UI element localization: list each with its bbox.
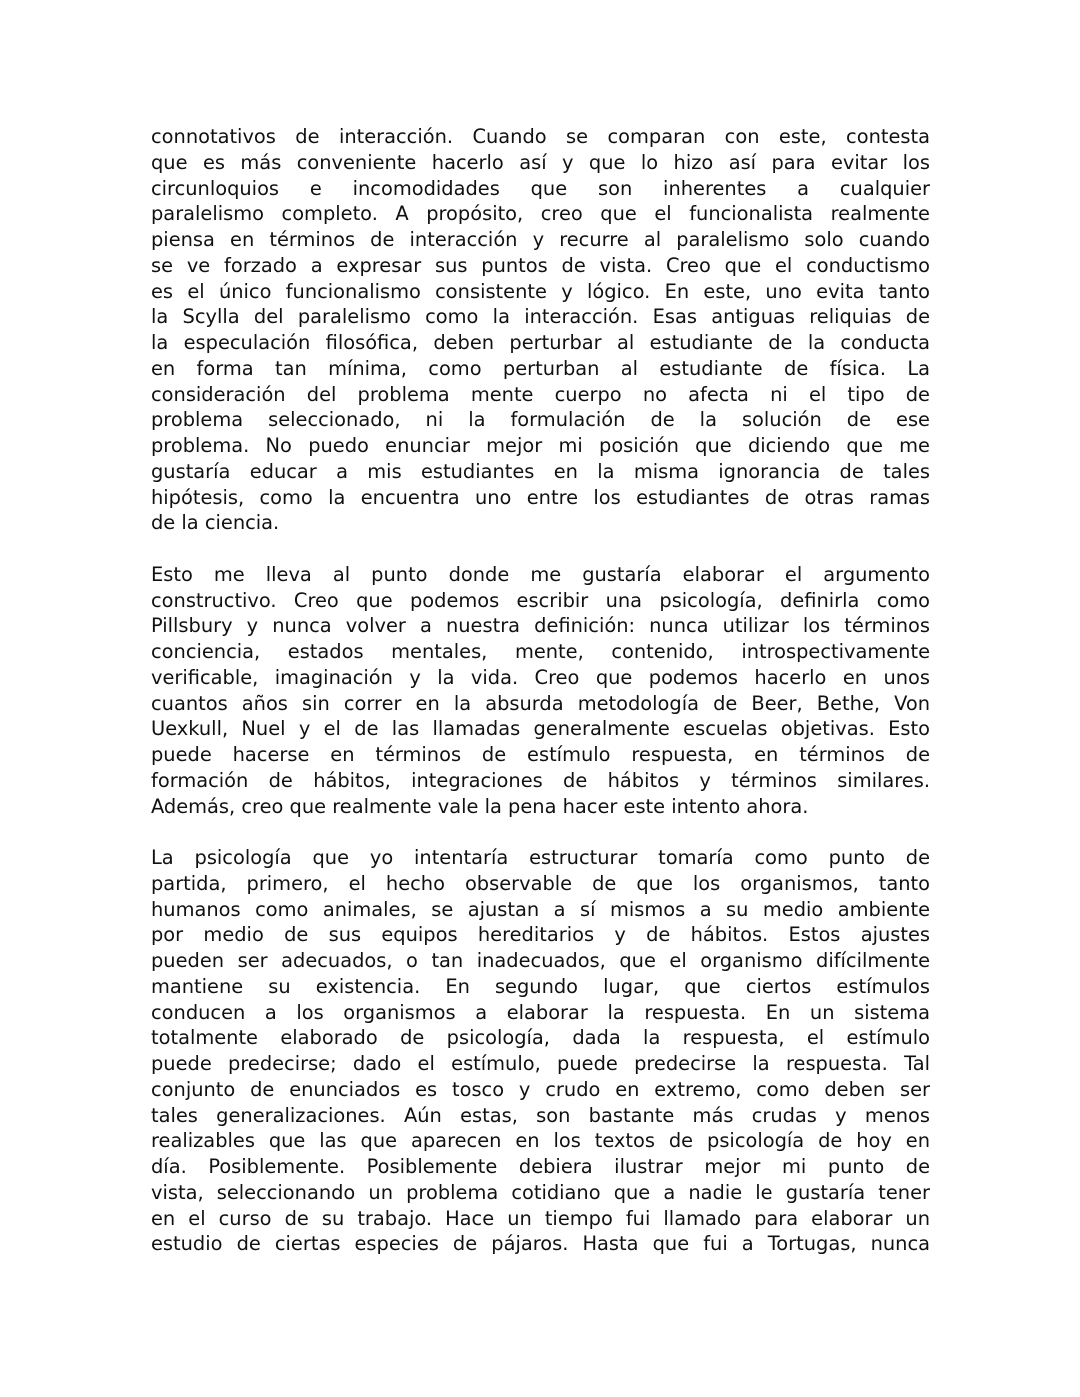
text-line: de la ciencia. [151,511,280,535]
text-line: puede predecirse; dado el estímulo, puede predecirse la respuesta. Tal [151,1052,930,1075]
text-line: día. Posiblemente. Posiblemente debiera ilustrar mejor mi punto de [151,1155,930,1178]
text-line: conducen a los organismos a elaborar la respuesta. En un sistema [151,1000,930,1024]
text-line: Pillsbury y nunca volver a nuestra definición: nunca utilizar los términos [151,614,930,638]
text-line: formación de hábitos, integraciones de hábitos y términos similares. [151,768,930,792]
text-line: partida, primero, el hecho observable de que los organismos, tanto [151,871,930,895]
text-line: se ve forzado a expresar sus puntos de vista. Creo que el conductismo [151,253,930,277]
text-line: totalmente elaborado de psicología, dada la respuesta, el estímulo [151,1026,930,1050]
text-line: connotativos de interacción. Cuando se comparan con este, contesta [151,125,930,148]
paragraph-3 [151,845,930,1257]
text-line: la especulación filosófica, deben perturbar al estudiante de la conducta [151,331,930,354]
text-line: Además, creo que realmente vale la pena hacer este intento ahora. [151,794,809,818]
text-line: La psicología que yo intentaría estructurar tomaría como punto de [151,846,930,869]
text-line: circunloquios e incomodidades que son inherentes a cualquier [151,176,930,200]
text-line: realizables que las que aparecen en los textos de psicología de hoy en [151,1129,930,1153]
text-line: conjunto de enunciados es tosco y crudo en extremo, como deben ser [151,1077,930,1101]
text-line: estudio de ciertas especies de pájaros. Hasta que fui a Tortugas, nunca [151,1232,930,1256]
text-line: mantiene su existencia. En segundo lugar, que ciertos estímulos [151,974,930,998]
text-line: que es más conveniente hacerlo así y que lo hizo así para evitar los [151,150,930,174]
text-line: hipótesis, como la encuentra uno entre los estudiantes de otras ramas [151,485,930,509]
text-line: vista, seleccionando un problema cotidiano que a nadie le gustaría tener [151,1180,930,1204]
text-line: por medio de sus equipos hereditarios y de hábitos. Estos ajustes [151,923,930,947]
text-line: Uexkull, Nuel y el de las llamadas generalmente escuelas objetivas. Esto [151,717,930,741]
text-line: pueden ser adecuados, o tan inadecuados, que el organismo difícilmente [151,949,930,972]
text-line: verificable, imaginación y la vida. Creo que podemos hacerlo en unos [151,665,930,689]
text-line: es el único funcionalismo consistente y lógico. En este, uno evita tanto [151,279,930,303]
text-line: la Scylla del paralelismo como la interacción. Esas antiguas reliquias de [151,305,930,329]
text-line: cuantos años sin correr en la absurda metodología de Beer, Bethe, Von [151,691,930,715]
text-line: humanos como animales, se ajustan a sí mismos a su medio ambiente [151,897,930,921]
paragraph-1 [151,124,930,536]
text-line: problema seleccionado, ni la formulación de la solución de ese [151,408,930,432]
text-line: problema. No puedo enunciar mejor mi posición que diciendo que me [151,434,930,457]
text-line: en el curso de su trabajo. Hace un tiempo fui llamado para elaborar un [151,1206,930,1230]
text-line: conciencia, estados mentales, mente, contenido, introspectivamente [151,640,930,663]
text-line: constructivo. Creo que podemos escribir una psicología, definirla como [151,588,930,612]
text-line: puede hacerse en términos de estímulo respuesta, en términos de [151,743,930,766]
document-page [151,124,930,1283]
text-line: en forma tan mínima, como perturban al estudiante de física. La [151,356,930,380]
text-line: gustaría educar a mis estudiantes en la misma ignorancia de tales [151,459,930,483]
text-line: Esto me lleva al punto donde me gustaría elaborar el argumento [151,562,930,586]
text-line: tales generalizaciones. Aún estas, son bastante más crudas y menos [151,1103,930,1127]
text-line: piensa en términos de interacción y recurre al paralelismo solo cuando [151,228,930,251]
paragraph-2 [151,562,930,820]
text-line: consideración del problema mente cuerpo no afecta ni el tipo de [151,382,930,406]
text-line: paralelismo completo. A propósito, creo que el funcionalista realmente [151,202,930,226]
